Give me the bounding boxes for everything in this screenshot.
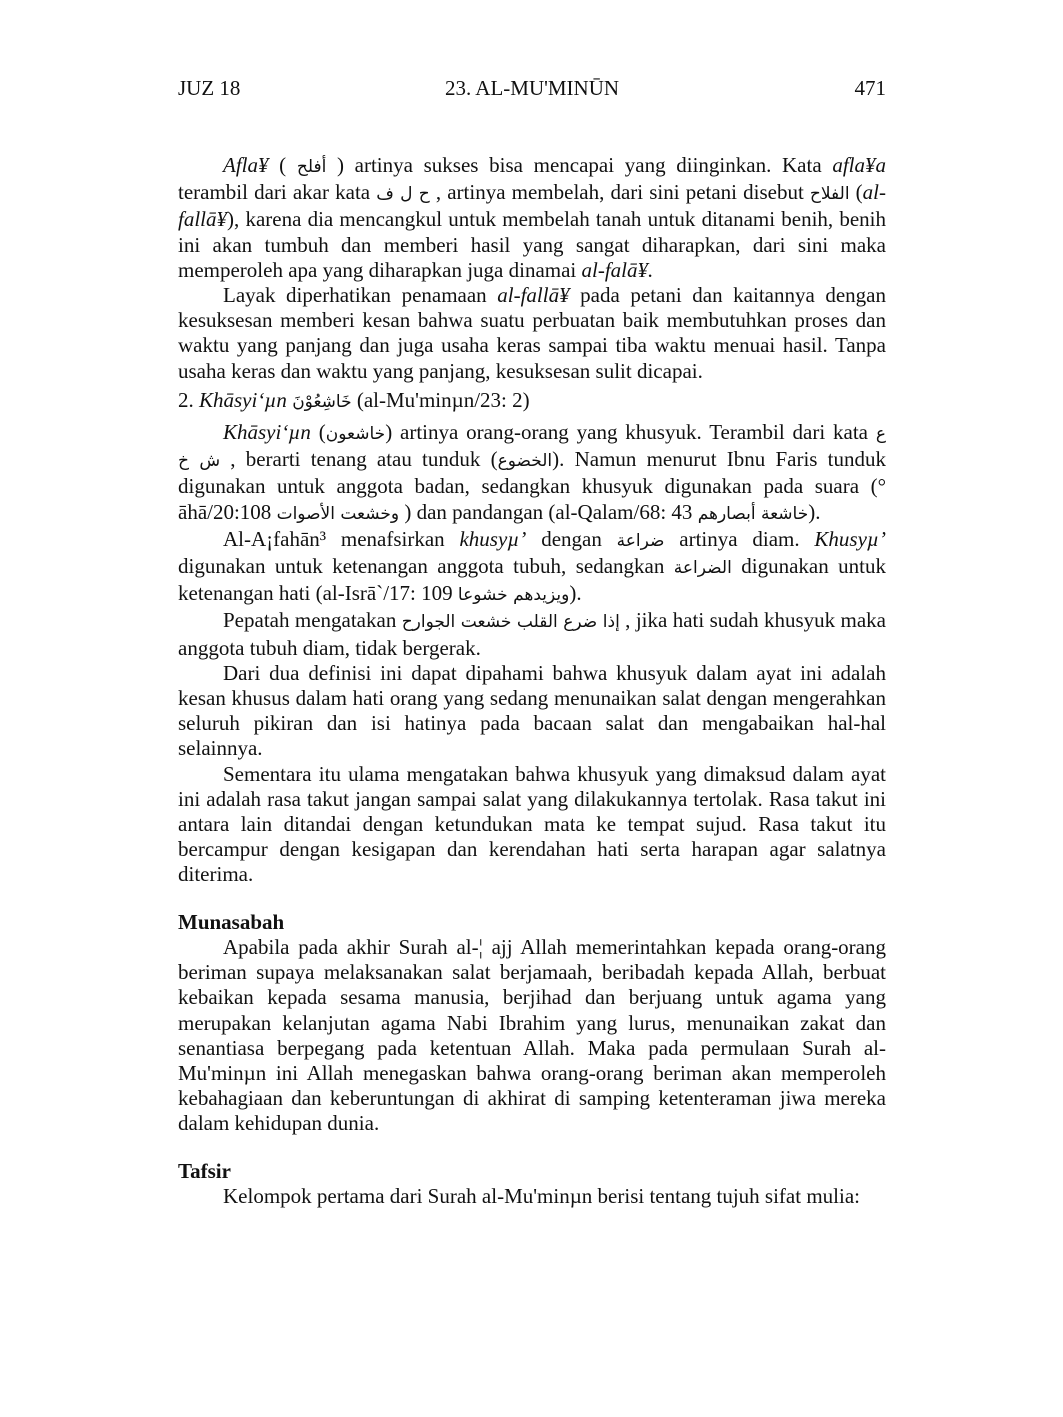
paragraph-khasyiun: Khāsyi‘µn (خاشعون) artinya orang-orang yang khusyuk. Terambil dari kata ع ش خ , berarti tenang atau tunduk (الخضوع). Namun menurut Ibnu Faris tunduk digunakan untuk anggota badan, sedangkan khusyuk digunakan pada suara (° āhā/20:108 وخشعت الأصوات ) dan pandangan (al-Qalam/68: 43 خاشعة أبصارهم). [178,420,886,524]
paragraph-fallah: Layak diperhatikan penamaan al-fallā¥ pada petani dan kaitannya dengan kesuksesan memberi kesan bahwa suatu perbuatan baik membutuhkan proses dan waktu yang panjang dan juga usaha keras sampai tiba waktu menuai hasil. Tanpa usaha keras dan waktu yang panjang, kesuksesan sulit dicapai. [178,283,887,383]
arabic-text: خاشعة أبصارهم [697,503,809,524]
running-header [178,76,886,104]
page-number: 471 [854,76,886,100]
section-heading-tafsir: Tafsir [178,1158,231,1183]
arabic-text: خَاشِعُوْنَ [292,391,352,412]
arabic-text: خاشعون [325,424,386,445]
section-heading-munasabah: Munasabah [178,909,285,934]
juz-label: JUZ 18 [178,76,241,100]
arabic-text: الفلاح [809,184,850,205]
arabic-text: ع ش خ [178,424,886,472]
page-body [178,153,886,1209]
arabic-text: إذا ضرع القلب خشعت الجوارح [401,612,620,633]
paragraph-tafsir: Kelompok pertama dari Surah al-Mu'minµn berisi tentang tujuh sifat mulia: [223,1183,860,1208]
paragraph-pepatah: Pepatah mengatakan إذا ضرع القلب خشعت الجوارح , jika hati sudah khusyuk maka anggota tubuh diam, tidak bergerak. [178,608,886,660]
item-khasyiun: 2. Khāsyi‘µn خَاشِعُوْنَ (al-Mu'minµn/23: 2) [178,387,530,412]
paragraph-ulama: Sementara itu ulama mengatakan bahwa khusyuk yang dimaksud dalam ayat ini adalah rasa takut jangan sampai salat yang dilakukannya tertolak. Rasa takut ini antara lain ditandai dengan ketundukan mata ke tempat sujud. Rasa takut itu bercampur dengan kesigapan dan kerendahan hati serta harapan agar salatnya diterima. [178,761,886,887]
arabic-text: الخضوع [497,451,553,472]
arabic-text: ويزيدهم خشوعا [457,585,570,606]
paragraph-definisi: Dari dua definisi ini dapat dipahami bahwa khusyuk dalam ayat ini adalah kesan khusus dalam hati orang yang sedang menunaikan salat dengan mengerahkan seluruh pikiran dan isi hatinya pada bacaan salat dan mengabaikan hal-hal selainnya. [178,660,886,761]
paragraph-aflah: Afla¥ ( أفلح ) artinya sukses bisa mencapai yang diinginkan. Kata afla¥a terambil dari akar kata ح ل ف , artinya membelah, dari sini petani disebut الفلاح (al-fallā¥), karena dia mencangkul untuk membelah tanah untuk ditanami benih, benih ini akan tumbuh dan memberi hasil yang sangat diharapkan, dari sini maka memperoleh apa yang diharapkan juga dinamai al-falā¥. [178,153,886,282]
paragraph-asfahani: Al-A¡fahān³ menafsirkan khusyµ’ dengan ضراعة artinya diam. Khusyµ’ digunakan untuk ketenangan anggota tubuh, sedangkan الضراعة digunakan untuk ketenangan hati (al-Isrā`/17: 109 ويزيدهم خشوعا). [178,526,887,606]
arabic-text: الضراعة [673,558,732,579]
arabic-text: ح ل ف [376,184,430,205]
surah-title: 23. AL-MU'MINŪN [444,76,620,100]
arabic-text: أفلح [296,157,327,177]
arabic-text: وخشعت الأصوات [276,503,400,524]
arabic-text: ضراعة [616,530,665,551]
paragraph-munasabah: Apabila pada akhir Surah al-¦ ajj Allah memerintahkan kepada orang-orang beriman supaya melaksanakan salat berjamaah, beribadah kepada Allah, berbuat kebaikan kepada sesama manusia, berjihad dan berjuang untuk agama yang merupakan kelanjutan agama Nabi Ibrahim yang lurus, menunaikan zakat dan senantiasa berpegang pada ketentuan Allah. Maka pada permulaan Surah al-Mu'minµn ini Allah menegaskan bahwa orang-orang beriman akan memperoleh kebahagiaan dan keberuntungan di akhirat di samping ketenteraman jiwa mereka dalam kehidupan dunia. [178,934,886,1136]
